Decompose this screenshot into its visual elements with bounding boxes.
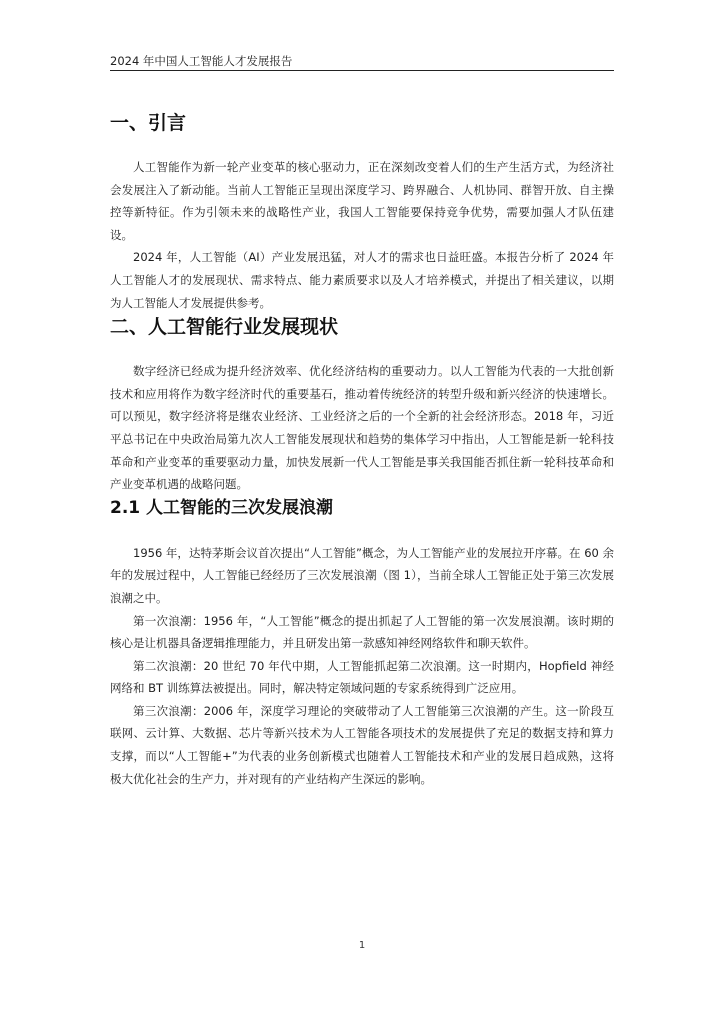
- paragraph: 数字经济已经成为提升经济效率、优化经济结构的重要动力。以人工智能为代表的一大批创新技术和应用将作为数字经济时代的重要基石，推动着传统经济的转型升级和新兴经济的快速增长。可以预见，数字经济将是继农业经济、工业经济之后的一个全新的社会经济形态。2018 年，习近平总书记在中央政治局第九次人工智能发展现状和趋势的集体学习中指出，人工智能是新一轮科技革命和产业变革的重要驱动力量，加快发展新一代人工智能是事关我国能否抓住新一轮科技革命和产业变革机遇的战略问题。: [110, 364, 614, 492]
- document-body: [110, 110, 614, 790]
- running-header: 2024 年中国人工智能人才发展报告: [110, 54, 614, 71]
- section-heading-industry-status: 二、人工智能行业发展现状: [110, 316, 339, 339]
- subsection-body-three-waves: [110, 542, 614, 791]
- subsection-heading-three-waves: 2.1 人工智能的三次发展浪潮: [110, 497, 334, 518]
- paragraph: 第三次浪潮：2006 年，深度学习理论的突破带动了人工智能第三次浪潮的产生。这一阶段互联网、云计算、大数据、芯片等新兴技术为人工智能各项技术的发展提供了充足的数据支持和算力支撑，而以“人工智能+”为代表的业务创新模式也随着人工智能技术和产业的发展日趋成熟，这将极大优化社会的生产力，并对现有的产业结构产生深远的影响。: [110, 703, 614, 786]
- section-heading-introduction: 一、引言: [110, 112, 187, 134]
- paragraph: 1956 年，达特茅斯会议首次提出“人工智能”概念，为人工智能产业的发展拉开序幕。在 60 余年的发展过程中，人工智能已经经历了三次发展浪潮（图 1），当前全球人工智能正处于第三次发展浪潮之中。: [110, 545, 614, 605]
- page-number: 1: [358, 940, 366, 951]
- section-body-introduction: [110, 156, 614, 314]
- paragraph: 第二次浪潮：20 世纪 70 年代中期，人工智能抓起第二次浪潮。这一时期内，Hopfield 神经网络和 BT 训练算法被提出。同时，解决特定领域问题的专家系统得到广泛应用。: [110, 658, 614, 696]
- paragraph: 2024 年，人工智能（AI）产业发展迅猛，对人才的需求也日益旺盛。本报告分析了 2024 年人工智能人才的发展现状、需求特点、能力素质要求以及人才培养模式，并提出了相关建议，以期为人工智能人才发展提供参考。: [110, 250, 614, 310]
- paragraph: 人工智能作为新一轮产业变革的核心驱动力，正在深刻改变着人们的生产生活方式，为经济社会发展注入了新动能。当前人工智能正呈现出深度学习、跨界融合、人机协同、群智开放、自主操控等新特征。作为引领未来的战略性产业，我国人工智能要保持竞争优势，需要加强人才队伍建设。: [110, 160, 614, 242]
- section-body-industry-status: [110, 360, 614, 496]
- paragraph: 第一次浪潮：1956 年，“人工智能”概念的提出抓起了人工智能的第一次发展浪潮。该时期的核心是让机器具备逻辑推理能力，并且研发出第一款感知神经网络软件和聊天软件。: [110, 613, 614, 651]
